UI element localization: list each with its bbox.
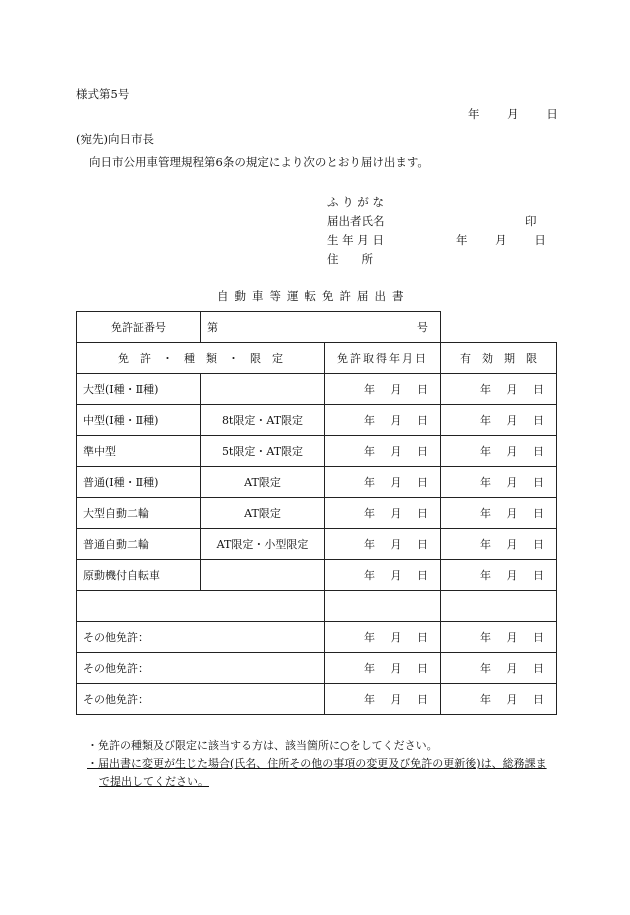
blank-expiry-cell[interactable]	[441, 591, 557, 622]
table-row	[77, 405, 557, 436]
date-year: 年	[468, 107, 480, 121]
document-title: 自動車等運転免許届出書	[217, 289, 410, 303]
expiry-date-field[interactable]: 年 月 日	[441, 529, 557, 560]
license-kind: 原動機付自転車	[77, 560, 201, 591]
license-limit: AT限定	[201, 498, 325, 529]
table-row	[77, 436, 557, 467]
acquired-date-field[interactable]: 年 月 日	[325, 529, 441, 560]
license-limit: AT限定	[201, 467, 325, 498]
acquired-date-field[interactable]: 年 月 日	[325, 684, 441, 715]
license-kind: 大型(Ⅰ種・Ⅱ種)	[77, 374, 201, 405]
birthdate-units	[456, 232, 546, 248]
header-acquired-date: 免許取得年月日	[325, 343, 441, 374]
table-row	[77, 529, 557, 560]
header-kind-limit: 免 許 ・ 種 類 ・ 限 定	[77, 343, 325, 374]
intro-text: 向日市公用車管理規程第6条の規定により次のとおり届け出ます。	[89, 155, 429, 169]
date-day: 日	[546, 107, 558, 121]
expiry-date-field[interactable]: 年 月 日	[441, 684, 557, 715]
other-license-kind[interactable]: その他免許：	[77, 684, 325, 715]
acquired-date-field[interactable]: 年 月 日	[325, 374, 441, 405]
acquired-date-field[interactable]: 年 月 日	[325, 498, 441, 529]
address-label: 住 所	[327, 252, 373, 266]
table-row	[77, 560, 557, 591]
license-table	[76, 311, 557, 715]
other-license-kind[interactable]: その他免許：	[77, 653, 325, 684]
expiry-date-field[interactable]: 年 月 日	[441, 436, 557, 467]
table-row	[77, 374, 557, 405]
note-item: ・届出書に変更が生じた場合(氏名、住所その他の事項の変更及び免許の更新後)は、総務課まで提出してください。	[87, 757, 547, 788]
seal-mark: 印	[525, 214, 537, 228]
addressee: (宛先)向日市長	[76, 132, 154, 146]
table-row	[77, 684, 557, 715]
birth-month: 月	[495, 233, 507, 247]
license-number-suffix: 号	[417, 321, 428, 334]
blank-acquired-cell[interactable]	[325, 591, 441, 622]
acquired-date-field[interactable]: 年 月 日	[325, 405, 441, 436]
license-limit: AT限定・小型限定	[201, 529, 325, 560]
birth-year: 年	[456, 233, 468, 247]
acquired-date-field[interactable]: 年 月 日	[325, 560, 441, 591]
acquired-date-field[interactable]: 年 月 日	[325, 467, 441, 498]
other-license-kind[interactable]: その他免許：	[77, 622, 325, 653]
expiry-date-field[interactable]: 年 月 日	[441, 653, 557, 684]
license-number-field[interactable]	[201, 312, 441, 343]
license-kind: 中型(Ⅰ種・Ⅱ種)	[77, 405, 201, 436]
date-line	[468, 106, 558, 122]
expiry-date-field[interactable]: 年 月 日	[441, 560, 557, 591]
acquired-date-field[interactable]: 年 月 日	[325, 622, 441, 653]
header-row	[77, 343, 557, 374]
license-kind: 普通(Ⅰ種・Ⅱ種)	[77, 467, 201, 498]
expiry-date-field[interactable]: 年 月 日	[441, 498, 557, 529]
date-month: 月	[507, 107, 519, 121]
applicant-name-label: 届出者氏名	[327, 214, 385, 228]
table-row	[77, 498, 557, 529]
acquired-date-field[interactable]: 年 月 日	[325, 653, 441, 684]
expiry-date-field[interactable]: 年 月 日	[441, 374, 557, 405]
form-number: 様式第5号	[76, 87, 130, 101]
notes	[87, 737, 557, 791]
license-kind: 準中型	[77, 436, 201, 467]
table-row	[77, 653, 557, 684]
license-kind: 普通自動二輪	[77, 529, 201, 560]
blank-row	[77, 591, 557, 622]
acquired-date-field[interactable]: 年 月 日	[325, 436, 441, 467]
birth-day: 日	[534, 233, 546, 247]
header-expiry: 有 効 期 限	[441, 343, 557, 374]
license-number-blank	[441, 312, 557, 343]
expiry-date-field[interactable]: 年 月 日	[441, 622, 557, 653]
expiry-date-field[interactable]: 年 月 日	[441, 405, 557, 436]
furigana-label: ふ り が な	[327, 195, 384, 209]
license-number-prefix: 第	[207, 321, 218, 334]
license-number-label: 免許証番号	[77, 312, 201, 343]
license-limit	[201, 560, 325, 591]
license-kind: 大型自動二輪	[77, 498, 201, 529]
license-limit: 5t限定・AT限定	[201, 436, 325, 467]
license-limit	[201, 374, 325, 405]
license-number-row	[77, 312, 557, 343]
blank-kind-cell[interactable]	[77, 591, 325, 622]
expiry-date-field[interactable]: 年 月 日	[441, 467, 557, 498]
table-row	[77, 622, 557, 653]
note-item: ・免許の種類及び限定に該当する方は、該当箇所に○をしてください。	[87, 739, 438, 752]
table-row	[77, 467, 557, 498]
birthdate-label: 生 年 月 日	[327, 233, 384, 247]
license-limit: 8t限定・AT限定	[201, 405, 325, 436]
